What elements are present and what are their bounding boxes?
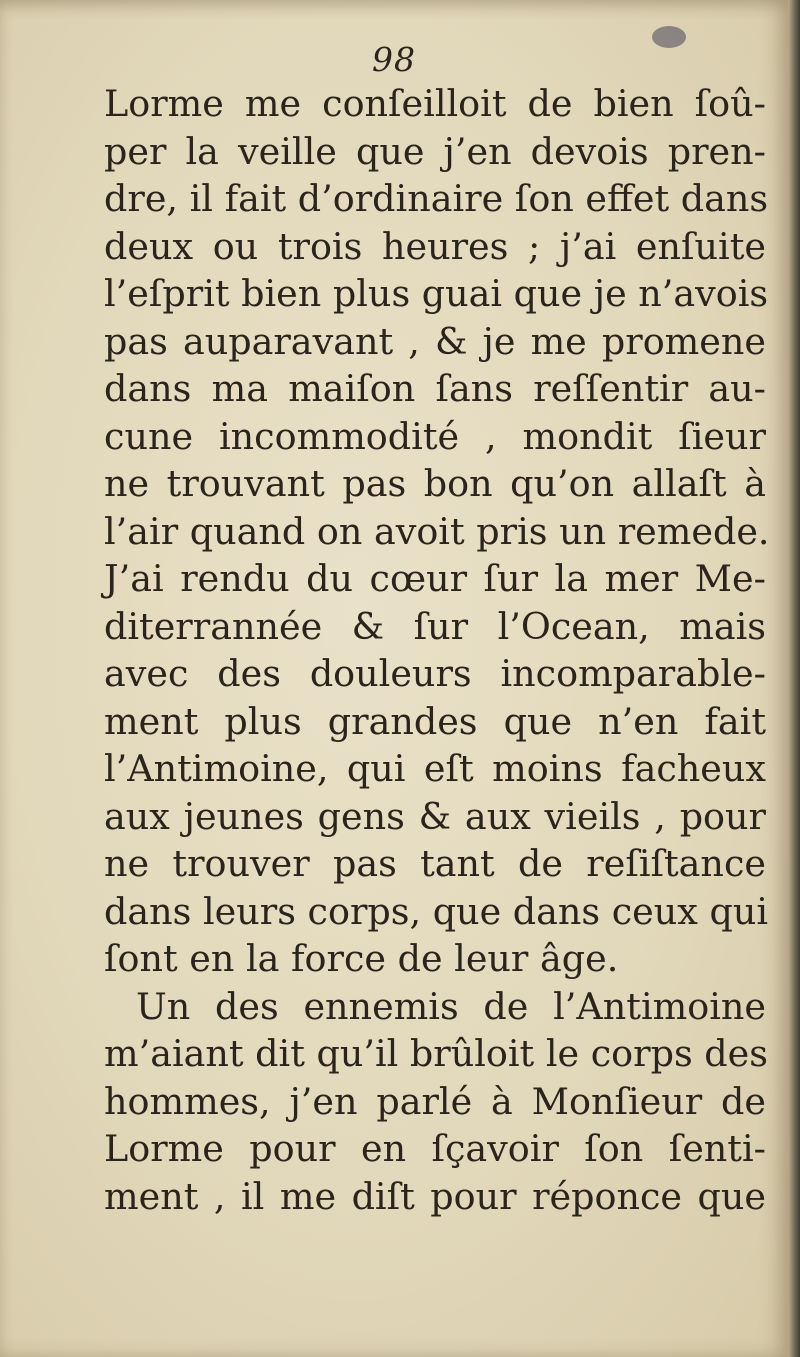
text-line: ne trouvant pas bon qu’on allaſt à bbox=[104, 462, 766, 505]
text-line: dans ma maiſon ſans reſſentir au- bbox=[104, 367, 766, 410]
text-line: Lorme pour en ſçavoir ſon ſenti- bbox=[104, 1127, 766, 1170]
text-line: l’eſprit bien plus guai que je n’avois bbox=[104, 272, 769, 315]
body-text bbox=[104, 80, 770, 1220]
text-line: dre, il fait d’ordinaire ſon effet dans bbox=[104, 177, 769, 220]
text-line: J’ai rendu du cœur ſur la mer Me- bbox=[104, 557, 766, 600]
text-line: pas auparavant , & je me promene bbox=[104, 319, 766, 363]
text-line: diterrannée & ſur l’Ocean, mais bbox=[104, 604, 766, 648]
text-line: ment , il me diſt pour réponce que bbox=[104, 1174, 766, 1218]
text-line: per la veille que j’en devois pren- bbox=[104, 129, 766, 173]
text-line: cune incommodité , mondit ſieur bbox=[104, 414, 766, 458]
page-number: 98 bbox=[372, 40, 416, 79]
text-line: avec des douleurs incomparable- bbox=[104, 652, 766, 695]
text-line: ment plus grandes que n’en fait bbox=[104, 699, 766, 743]
text-line: hommes, j’en parlé à Monſieur de bbox=[104, 1079, 766, 1123]
text-line: deux ou trois heures ; j’ai enſuite bbox=[104, 224, 766, 268]
text-line: l’air quand on avoit pris un remede. bbox=[104, 509, 770, 553]
text-line: Un des ennemis de l’Antimoine bbox=[136, 984, 766, 1028]
text-line: dans leurs corps, que dans ceux qui bbox=[104, 889, 769, 933]
text-line: aux jeunes gens & aux vieils , pour bbox=[104, 794, 766, 838]
text-line: l’Antimoine, qui eſt moins facheux bbox=[104, 747, 766, 790]
text-line: ſont en la force de leur âge. bbox=[104, 937, 619, 980]
text-line: Lorme me conſeilloit de bien ſoû- bbox=[104, 82, 766, 125]
page-edge bbox=[788, 0, 800, 1357]
text-line: m’aiant dit qu’il brûloit le corps des bbox=[104, 1032, 768, 1075]
text-line: ne trouver pas tant de reſiſtance bbox=[104, 842, 766, 885]
